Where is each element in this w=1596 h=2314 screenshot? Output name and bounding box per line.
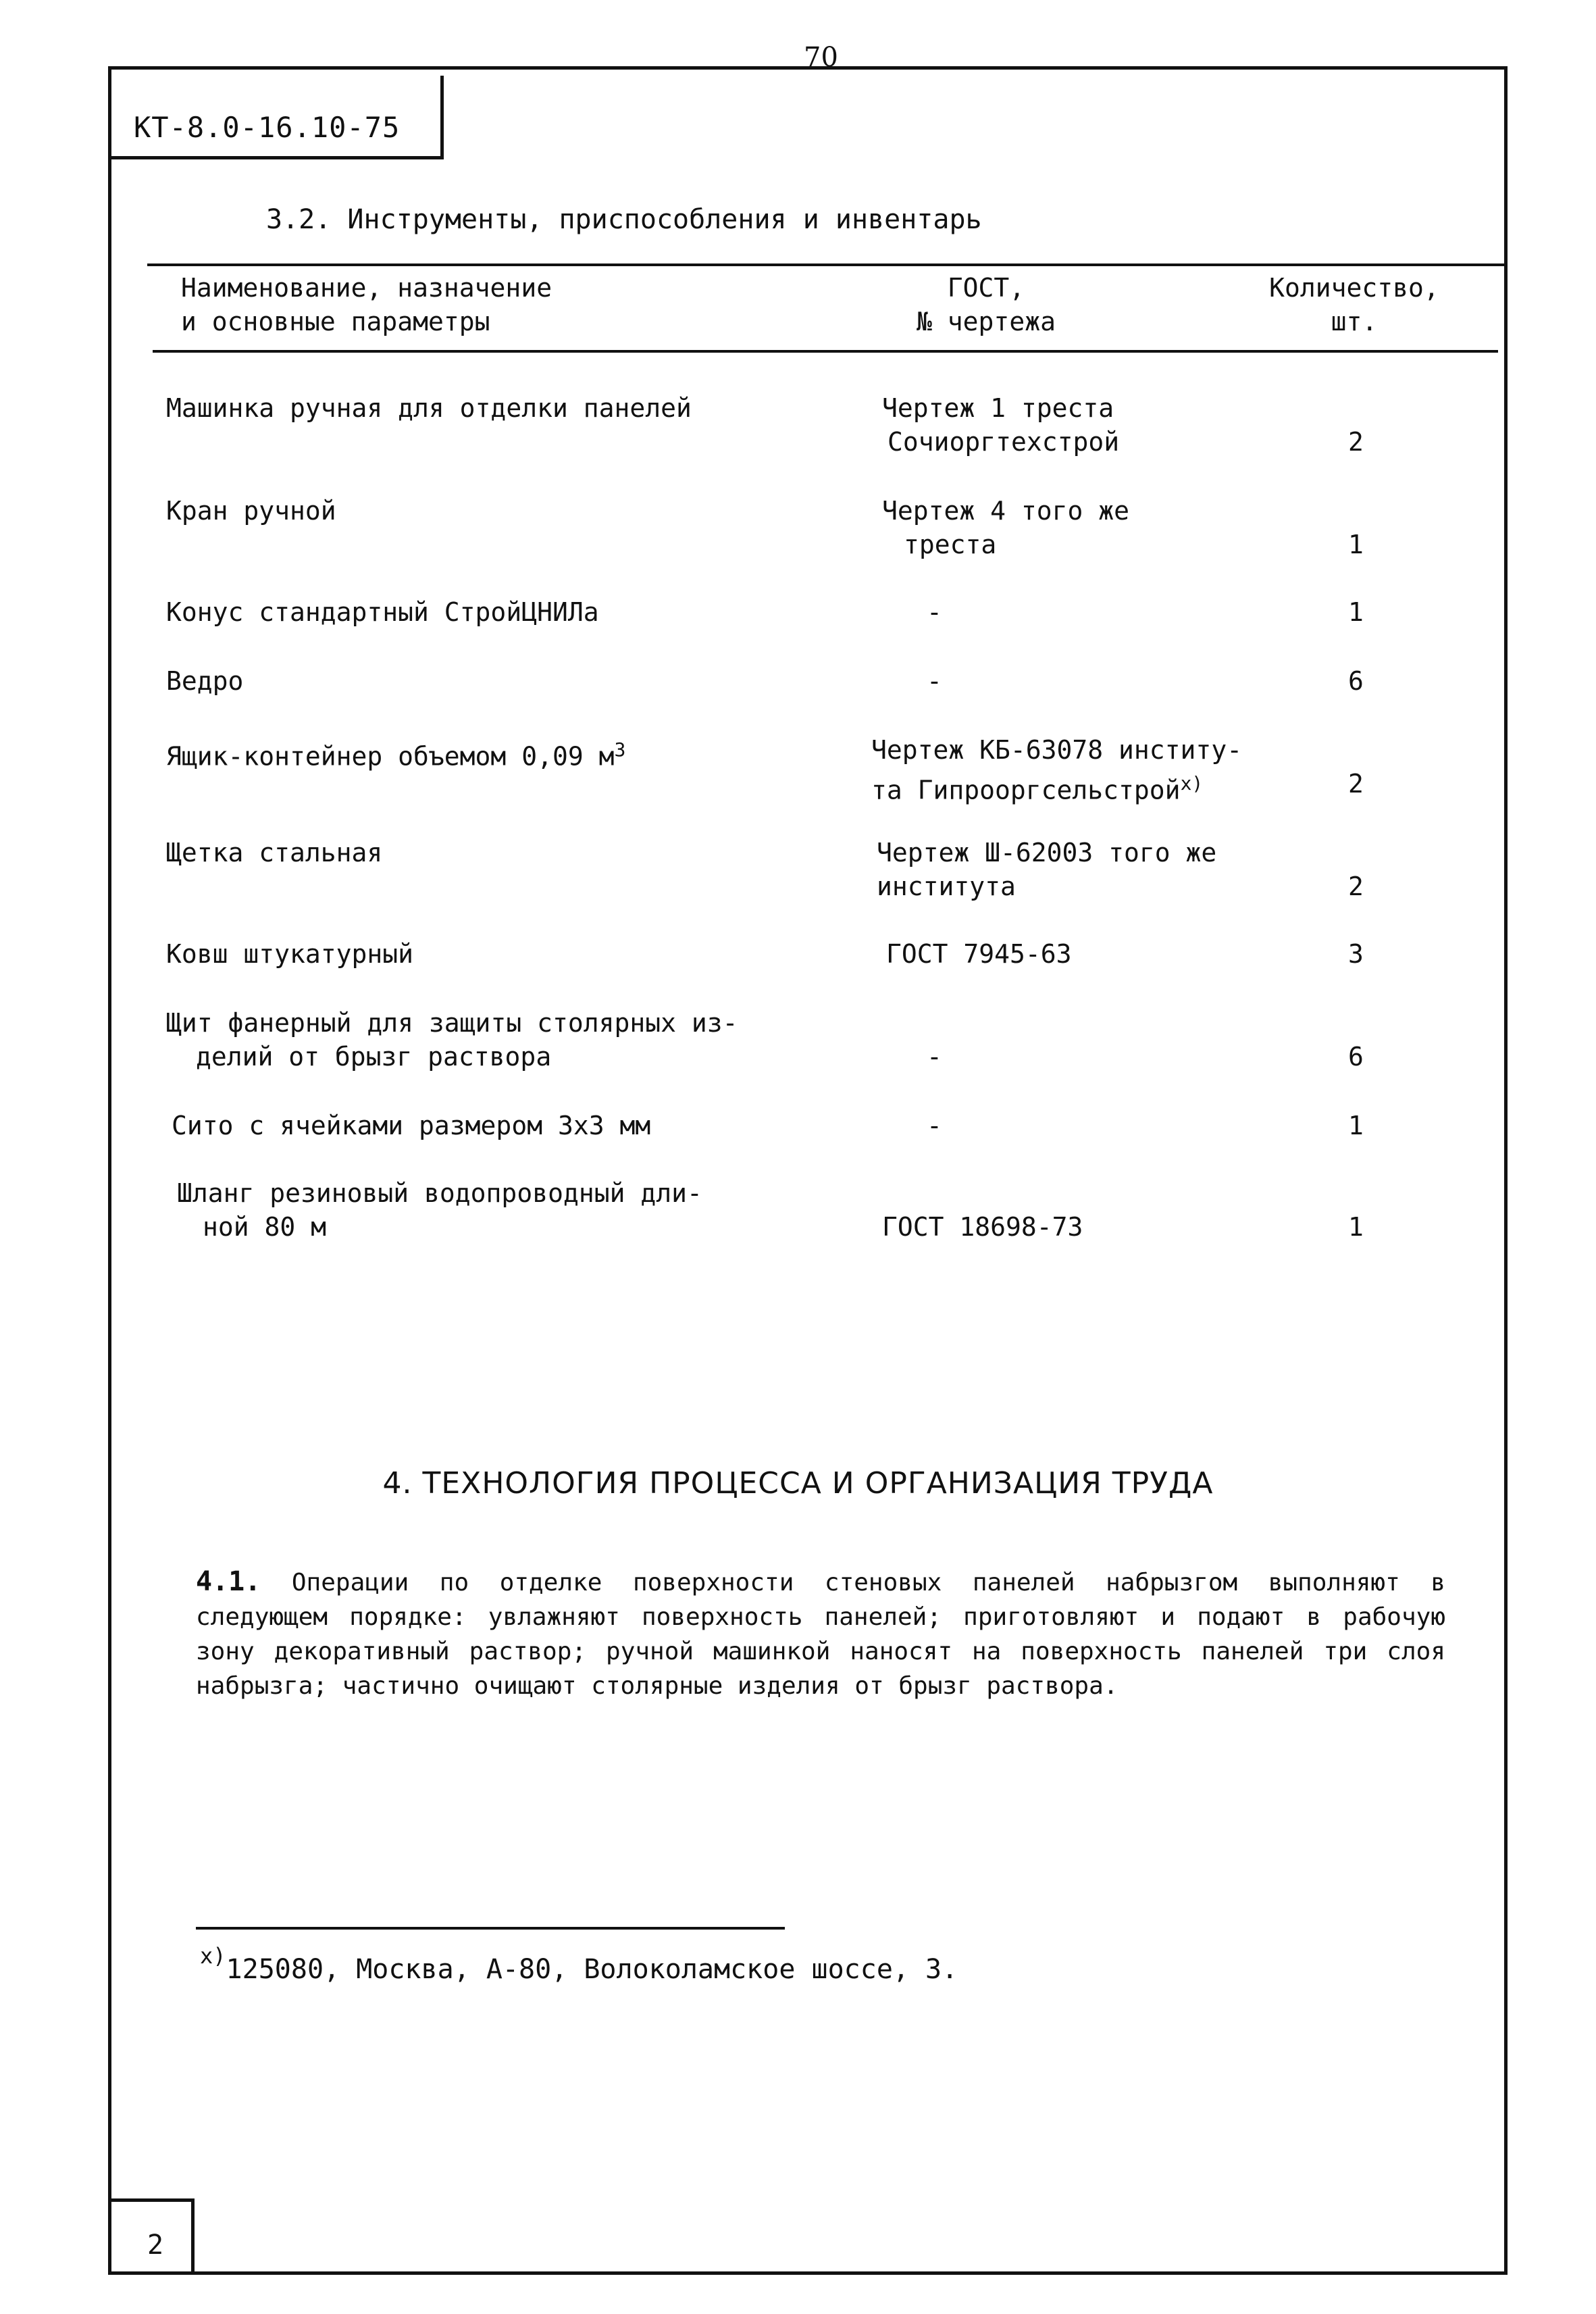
row-qty: 6 [1348, 666, 1364, 696]
table-header-rule [153, 350, 1498, 353]
row-name: Сито с ячейками размером 3х3 мм [172, 1111, 651, 1140]
paragraph-number: 4.1. [196, 1566, 261, 1597]
footnote-text: 125080, Москва, А-80, Волоколамское шоссе, 3. [226, 1954, 958, 1985]
row-qty: 1 [1348, 1111, 1364, 1140]
row-gost: - [927, 1111, 942, 1140]
section-title: 3.2. Инструменты, приспособления и инвентарь [266, 204, 982, 235]
row-name: Конус стандартный СтройЦНИЛа [166, 597, 599, 627]
row-gost: - [927, 597, 942, 627]
row-qty: 3 [1348, 939, 1364, 969]
row-qty: 1 [1348, 597, 1364, 627]
row-qty: 6 [1348, 1042, 1364, 1072]
row-gost: Чертеж КБ-63078 институ- [871, 735, 1243, 765]
row-gost: треста [904, 530, 997, 559]
row-name: Ведро [166, 666, 244, 696]
row-gost: ГОСТ 7945-63 [886, 939, 1072, 969]
row-gost [871, 766, 1203, 808]
row-gost: - [927, 666, 942, 696]
row-gost: Чертеж 4 того же [882, 496, 1130, 526]
row-qty: 1 [1348, 1212, 1364, 1242]
sheet-number: 2 [147, 2230, 164, 2261]
row-gost: Сочиоргтехстрой [887, 427, 1120, 457]
row-qty: 2 [1348, 427, 1364, 457]
row-name: делий от брызг раствора [196, 1042, 552, 1072]
row-name [166, 732, 625, 774]
page-number: 70 [804, 42, 838, 73]
header-name-1: Наименование, назначение [181, 273, 552, 303]
row-qty: 1 [1348, 530, 1364, 559]
row-name: ной 80 м [203, 1212, 327, 1242]
header-qty-1: Количество, [1269, 273, 1439, 303]
header-name-2: и основные параметры [181, 307, 490, 336]
row-gost: ГОСТ 18698-73 [882, 1212, 1083, 1242]
paragraph-text: Операции по отделке поверхности стеновых панелей набрызгом выполняют в следующем порядке: увлажняют поверхность панелей; приготовляют и подают в рабочую зону декоративный раствор; ручной машинкой наносят на поверхность панелей три слоя набрызга; частично очищают столярные изделия от брызг раствора. [196, 1569, 1445, 1700]
row-name: Кран ручной [166, 496, 336, 526]
table-top-rule [147, 263, 1505, 266]
row-qty: 2 [1348, 769, 1364, 799]
row-gost: Чертеж Ш-62003 того же [877, 838, 1217, 867]
row-gost: - [927, 1042, 942, 1072]
footnote-mark: х) [200, 1943, 226, 1969]
header-gost-1: ГОСТ, [947, 273, 1025, 303]
footnote [200, 1943, 958, 1985]
row-name: Машинка ручная для отделки панелей [166, 393, 692, 423]
row-qty: 2 [1348, 872, 1364, 901]
row-gost: Чертеж 1 треста [882, 393, 1114, 423]
row-name: Шланг резиновый водопроводный дли- [177, 1178, 702, 1208]
header-qty-2: шт. [1331, 307, 1378, 336]
superscript: 3 [614, 738, 626, 761]
row-name: Щетка стальная [166, 838, 383, 867]
row-name-text: Ящик-контейнер объемом 0,09 м [166, 741, 615, 772]
section-4-heading: 4. ТЕХНОЛОГИЯ ПРОЦЕССА И ОРГАНИЗАЦИЯ ТРУДА [382, 1466, 1214, 1501]
row-name: Щит фанерный для защиты столярных из- [166, 1008, 738, 1038]
footnote-rule [196, 1927, 785, 1930]
document-code: КТ-8.0-16.10-75 [134, 111, 401, 144]
row-gost-text: та Гипрооргсельстрой [871, 775, 1181, 805]
header-gost-2: № чертежа [917, 307, 1056, 336]
footnote-marker: х) [1180, 772, 1204, 795]
section-4-paragraph [196, 1565, 1445, 1703]
row-gost: института [877, 872, 1016, 901]
row-name: Ковш штукатурный [166, 939, 414, 969]
